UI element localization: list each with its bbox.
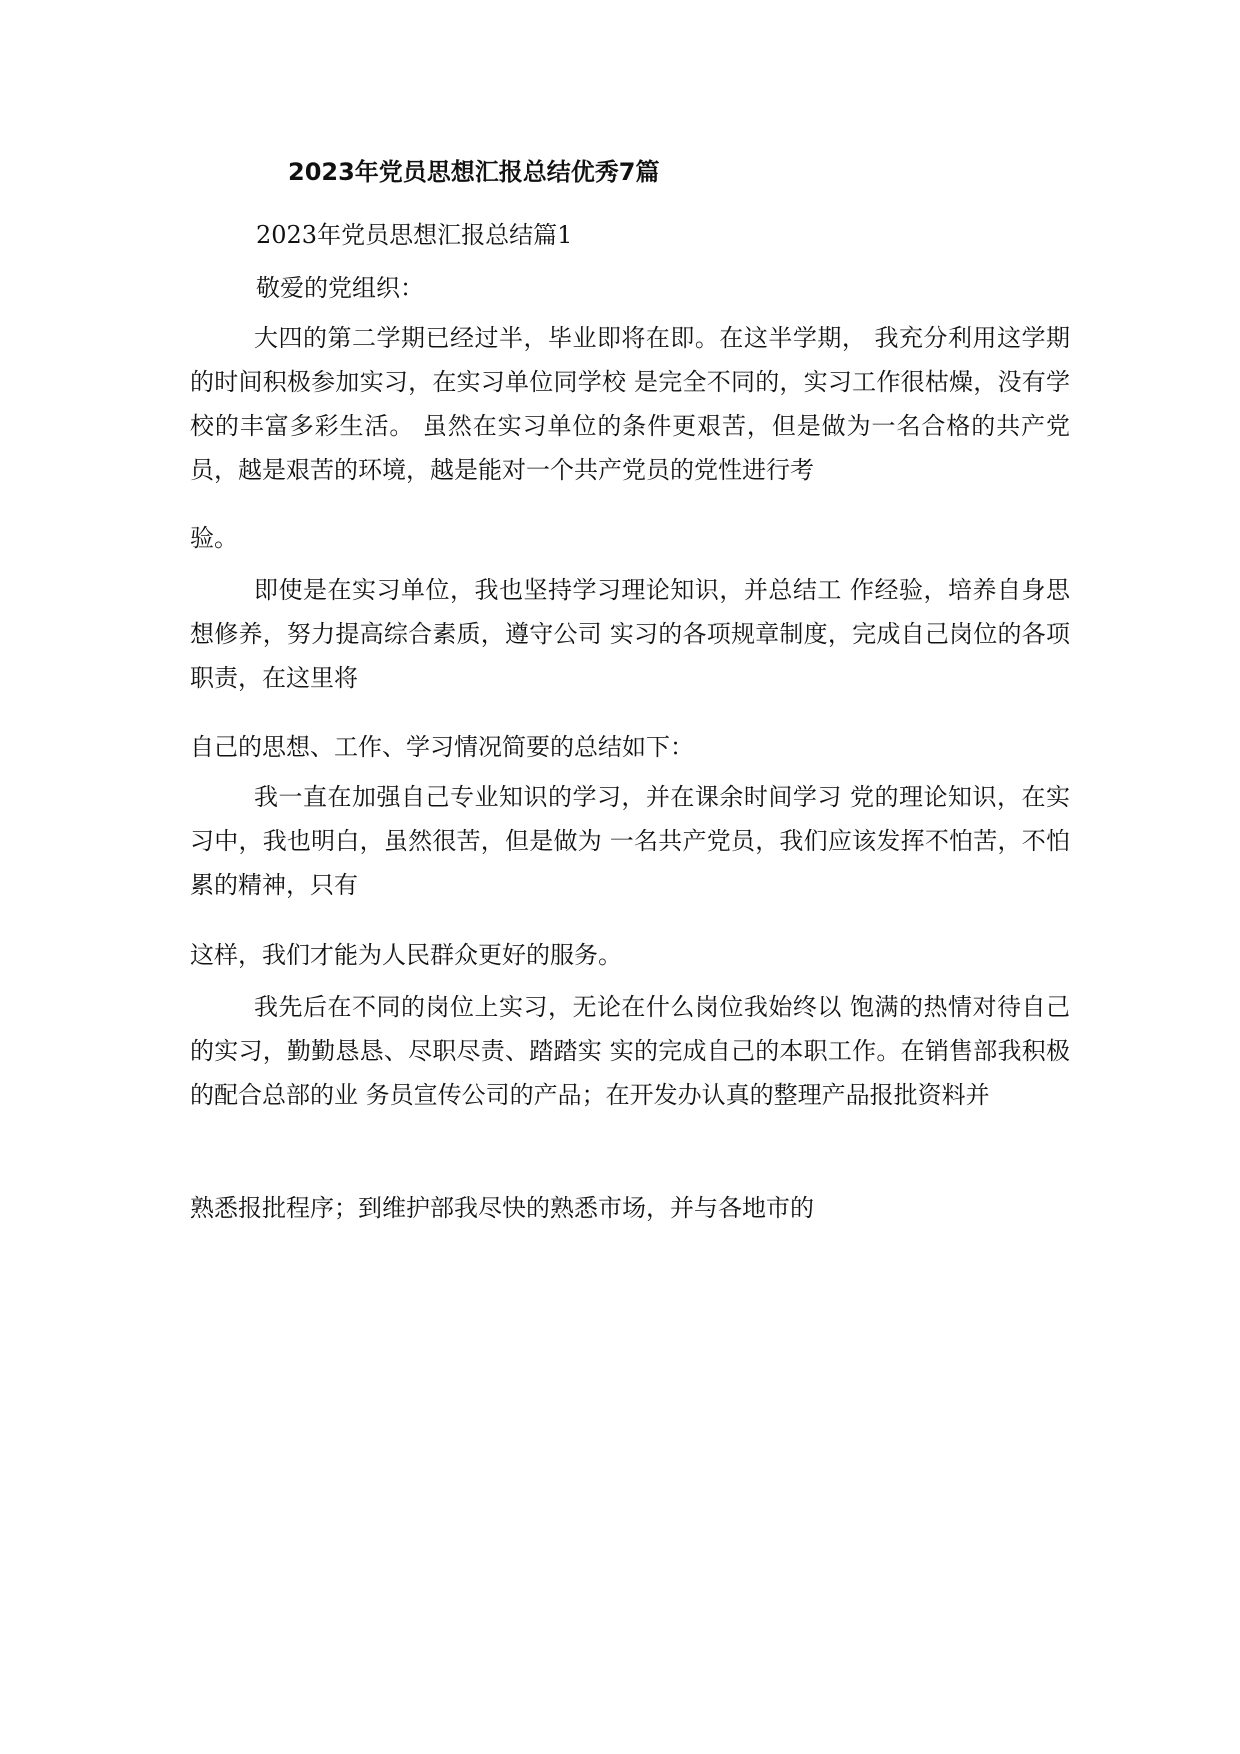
salutation: 敬爱的党组织： bbox=[256, 274, 424, 302]
document-subtitle: 2023年党员思想汇报总结篇1 bbox=[256, 221, 573, 249]
paragraph-1-tail: 验。 bbox=[190, 524, 238, 552]
paragraph-4-tail: 熟悉报批程序；到维护部我尽快的熟悉市场，并与各地市的 bbox=[190, 1194, 814, 1222]
document-title: 2023年党员思想汇报总结优秀7篇 bbox=[288, 158, 660, 186]
paragraph-3: 我一直在加强自己专业知识的学习，并在课余时间学习 党的理论知识，在实习中，我也明白，虽然很苦，但是做为 一名共产党员，我们应该发挥不怕苦，不怕累的精神，只有 bbox=[190, 783, 1070, 899]
paragraph-2: 即使是在实习单位，我也坚持学习理论知识，并总结工 作经验，培养自身思想修养，努力提高综合素质，遵守公司 实习的各项规章制度，完成自己岗位的各项职责，在这里将 bbox=[190, 576, 1070, 692]
paragraph-3-tail: 这样，我们才能为人民群众更好的服务。 bbox=[190, 941, 622, 969]
paragraph-2-tail: 自己的思想、工作、学习情况简要的总结如下： bbox=[190, 733, 694, 761]
paragraph-4: 我先后在不同的岗位上实习，无论在什么岗位我始终以 饱满的热情对待自己的实习，勤勤恳恳、尽职尽责、踏踏实 实的完成自己的本职工作。在销售部我积极的配合总部的业 务员宣传公司的产品；在开发办认真的整理产品报批资料并 bbox=[190, 993, 1070, 1109]
paragraph-1: 大四的第二学期已经过半，毕业即将在即。在这半学期， 我充分利用这学期的时间积极参加实习，在实习单位同学校 是完全不同的，实习工作很枯燥，没有学校的丰富多彩生活。 虽然在实习单位的条件更艰苦，但是做为一名合格的共产党 员，越是艰苦的环境，越是能对一个共产党员的党性进行考 bbox=[190, 324, 1070, 484]
